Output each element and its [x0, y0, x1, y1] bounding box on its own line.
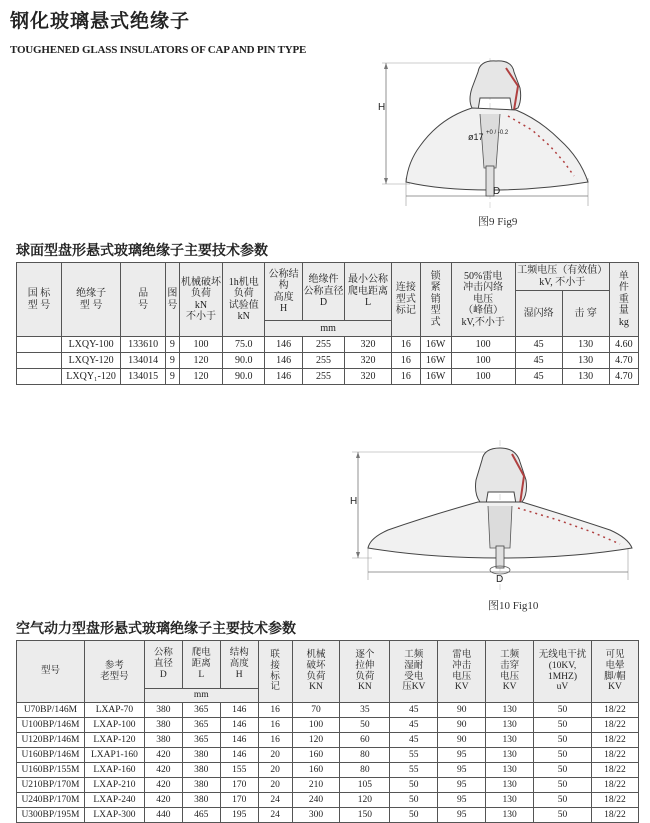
table-cell: 160: [292, 763, 340, 778]
table-cell: 255: [303, 337, 345, 353]
fig9-caption: 图9 Fig9: [478, 216, 518, 228]
table-cell: U240BP/170M: [17, 793, 85, 808]
table-cell: 90: [438, 733, 486, 748]
table-cell: 50: [390, 778, 438, 793]
table-cell: [17, 353, 62, 369]
table-cell: 146: [220, 733, 258, 748]
table-cell: 120: [179, 369, 223, 385]
table-cell: 24: [258, 808, 292, 823]
table-row: [17, 748, 639, 763]
fig10-label-d: D: [496, 574, 504, 585]
table-cell: 465: [182, 808, 220, 823]
t2-head-radio: 无线电干扰 (10KV, 1MHZ) uV: [534, 641, 592, 703]
table-cell: 255: [303, 369, 345, 385]
table-cell: 300: [292, 808, 340, 823]
table-cell: 95: [438, 808, 486, 823]
table-cell: 150: [340, 808, 390, 823]
t1-head-power-freq: 工频电压（有效值） kV, 不小于: [515, 263, 609, 291]
table-row: [17, 733, 639, 748]
table-cell: 380: [182, 793, 220, 808]
table-cell: 146: [220, 748, 258, 763]
table-cell: 380: [144, 733, 182, 748]
table-cell: 20: [258, 748, 292, 763]
table2-title: 空气动力型盘形悬式玻璃绝缘子主要技术参数: [16, 621, 296, 637]
table-cell: 120: [179, 353, 223, 369]
table-cell: LXQY₁-120: [61, 369, 120, 385]
t1-head-insulator-type: 绝缘子 型 号: [61, 263, 120, 337]
t1-head-impulse: 50%雷电 冲击闪络 电压 （峰值） kV,不小于: [451, 263, 515, 337]
table-cell: 365: [182, 733, 220, 748]
table-cell: 70: [292, 703, 340, 718]
table-cell: 380: [144, 718, 182, 733]
table-row: [17, 703, 639, 718]
table-cell: 18/22: [591, 793, 638, 808]
t1-head-puncture: 击 穿: [562, 291, 609, 337]
table2: [16, 640, 639, 823]
table-cell: U100BP/146M: [17, 718, 85, 733]
table-cell: 90.0: [223, 369, 265, 385]
t1-head-product-no: 品 号: [121, 263, 166, 337]
table1: [16, 262, 639, 385]
t2-head-unit-mm: mm: [144, 689, 258, 703]
t2-head-wet-withstand: 工频 湿耐 受电 压KV: [390, 641, 438, 703]
table-cell: 320: [344, 353, 391, 369]
table-cell: LXQY-100: [61, 337, 120, 353]
t2-head-type: 型号: [17, 641, 85, 703]
table-row: [17, 369, 639, 385]
fig9-label-tol: +0 / -0.2: [486, 130, 509, 136]
table-cell: LXAP-300: [84, 808, 144, 823]
table-cell: 255: [303, 353, 345, 369]
table-cell: 146: [265, 337, 303, 353]
table-cell: LXAP-100: [84, 718, 144, 733]
table-cell: 146: [220, 703, 258, 718]
table-cell: 100: [451, 337, 515, 353]
table-row: [17, 793, 639, 808]
t2-head-diameter: 公称 直径 D: [144, 641, 182, 689]
table-cell: 45: [515, 353, 562, 369]
table-cell: 16: [392, 337, 420, 353]
table-cell: LXAP1-160: [84, 748, 144, 763]
table-cell: 9: [165, 369, 179, 385]
table-cell: 50: [534, 733, 592, 748]
table-cell: U70BP/146M: [17, 703, 85, 718]
table-cell: 4.60: [609, 337, 638, 353]
table-cell: 95: [438, 763, 486, 778]
t2-head-impulse: 雷电 冲击 电压 KV: [438, 641, 486, 703]
table-cell: 420: [144, 778, 182, 793]
table-cell: U300BP/195M: [17, 808, 85, 823]
t1-head-diameter: 绝缘件 公称直径 D: [303, 263, 345, 321]
t1-head-coupling: 连接 型式 标记: [392, 263, 420, 337]
table-cell: 24: [258, 793, 292, 808]
table-cell: 380: [144, 703, 182, 718]
table-cell: 100: [451, 353, 515, 369]
table-cell: 90: [438, 718, 486, 733]
table-cell: 50: [534, 778, 592, 793]
table-cell: 105: [340, 778, 390, 793]
t2-head-creepage: 爬电 距离 L: [182, 641, 220, 689]
table-cell: 90: [438, 703, 486, 718]
table-cell: 45: [515, 337, 562, 353]
table-cell: 16: [392, 369, 420, 385]
t2-head-routine-load: 逐个 拉伸 负荷 KN: [340, 641, 390, 703]
table-cell: 380: [182, 748, 220, 763]
t1-head-height: 公称结构 高度 H: [265, 263, 303, 321]
t1-head-country-type: 国 标 型 号: [17, 263, 62, 337]
t1-head-pin: 锁 紧 销 型 式: [420, 263, 451, 337]
t1-head-fig: 图 号: [165, 263, 179, 337]
t2-head-coupling: 联 接 标 记: [258, 641, 292, 703]
t2-head-mech-load: 机械 破坏 负荷 KN: [292, 641, 340, 703]
table-cell: U160BP/155M: [17, 763, 85, 778]
fig9-label-h: H: [378, 102, 386, 113]
table-cell: 16: [258, 733, 292, 748]
table-cell: [17, 337, 62, 353]
table-cell: 133610: [121, 337, 166, 353]
table-cell: 134015: [121, 369, 166, 385]
table-cell: 50: [534, 748, 592, 763]
table-cell: 4.70: [609, 369, 638, 385]
table-cell: 130: [486, 808, 534, 823]
table-row: [17, 718, 639, 733]
table-cell: 134014: [121, 353, 166, 369]
table-cell: 16W: [420, 353, 451, 369]
table-cell: 420: [144, 793, 182, 808]
table-cell: 130: [486, 718, 534, 733]
fig10-drawing: [348, 440, 638, 590]
table-cell: 18/22: [591, 718, 638, 733]
table-cell: LXAP-240: [84, 793, 144, 808]
table-cell: 155: [220, 763, 258, 778]
table-cell: 20: [258, 763, 292, 778]
table-cell: 18/22: [591, 808, 638, 823]
table-cell: 195: [220, 808, 258, 823]
table-cell: 130: [562, 369, 609, 385]
table-cell: 100: [292, 718, 340, 733]
table-row: [17, 337, 639, 353]
table-cell: 130: [486, 703, 534, 718]
table-cell: 50: [534, 808, 592, 823]
table-cell: 45: [390, 703, 438, 718]
t1-head-mech-load: 机械破坏 负荷 kN 不小于: [179, 263, 223, 337]
table-cell: 55: [390, 748, 438, 763]
table-cell: 16: [258, 703, 292, 718]
table-cell: 130: [486, 748, 534, 763]
table1-title: 球面型盘形悬式玻璃绝缘子主要技术参数: [16, 243, 268, 259]
table-cell: 160: [292, 748, 340, 763]
fig10-caption: 图10 Fig10: [488, 600, 539, 612]
t1-head-wet: 湿闪络: [515, 291, 562, 337]
table-cell: 4.70: [609, 353, 638, 369]
table-cell: LXAP-120: [84, 733, 144, 748]
table-cell: 100: [451, 369, 515, 385]
t2-head-ref-type: 参考 老型号: [84, 641, 144, 703]
t2-head-corona: 可见 电晕 脚/帽 KV: [591, 641, 638, 703]
table-row: [17, 763, 639, 778]
table-cell: 18/22: [591, 748, 638, 763]
table-cell: 50: [534, 793, 592, 808]
table-cell: LXAP-70: [84, 703, 144, 718]
t2-head-height: 结构 高度 H: [220, 641, 258, 689]
table-cell: 16W: [420, 369, 451, 385]
table-cell: U160BP/146M: [17, 748, 85, 763]
table-cell: 9: [165, 337, 179, 353]
table-cell: LXAP-210: [84, 778, 144, 793]
table-cell: 365: [182, 703, 220, 718]
table-cell: 100: [179, 337, 223, 353]
table-row: [17, 353, 639, 369]
table-cell: 146: [265, 369, 303, 385]
table-cell: 130: [562, 353, 609, 369]
table-row: [17, 778, 639, 793]
table-cell: 55: [390, 763, 438, 778]
table-cell: 320: [344, 369, 391, 385]
table-cell: 420: [144, 748, 182, 763]
table-cell: 60: [340, 733, 390, 748]
table-cell: 18/22: [591, 778, 638, 793]
table-cell: 50: [390, 793, 438, 808]
table-cell: U210BP/170M: [17, 778, 85, 793]
table-cell: 320: [344, 337, 391, 353]
table-cell: 9: [165, 353, 179, 369]
table-cell: 420: [144, 763, 182, 778]
table-cell: 240: [292, 793, 340, 808]
table-cell: 130: [486, 763, 534, 778]
t1-head-unit-mm: mm: [265, 321, 392, 337]
fig9-label-dia: ø17: [468, 132, 484, 142]
table-cell: 170: [220, 778, 258, 793]
table-cell: 146: [220, 718, 258, 733]
table-cell: 16: [258, 718, 292, 733]
fig10-label-h: H: [350, 496, 358, 507]
table-cell: 365: [182, 718, 220, 733]
table-cell: 18/22: [591, 733, 638, 748]
table-cell: 170: [220, 793, 258, 808]
t1-head-creepage: 最小公称 爬电距离 L: [344, 263, 391, 321]
table-cell: LXQY-120: [61, 353, 120, 369]
table-cell: 95: [438, 793, 486, 808]
table-cell: 120: [292, 733, 340, 748]
table-cell: 50: [534, 763, 592, 778]
t1-head-elec-load: 1h机电 负荷 试验值 kN: [223, 263, 265, 337]
table-cell: 130: [486, 793, 534, 808]
page-title: 钢化玻璃悬式绝缘子: [10, 10, 191, 32]
table-cell: 380: [182, 778, 220, 793]
table-cell: U120BP/146M: [17, 733, 85, 748]
table-cell: 45: [390, 718, 438, 733]
table-cell: 18/22: [591, 763, 638, 778]
table-cell: 80: [340, 763, 390, 778]
t2-head-puncture: 工频 击穿 电压 KV: [486, 641, 534, 703]
page-subtitle: TOUGHENED GLASS INSULATORS OF CAP AND PIN TYPE: [10, 44, 307, 56]
table-cell: 50: [534, 703, 592, 718]
table-cell: 380: [182, 763, 220, 778]
table-cell: 45: [515, 369, 562, 385]
table-cell: 75.0: [223, 337, 265, 353]
table-cell: 95: [438, 748, 486, 763]
table-cell: 16W: [420, 337, 451, 353]
t1-head-weight: 单 件 重 量 kg: [609, 263, 638, 337]
table-cell: 146: [265, 353, 303, 369]
table-cell: 80: [340, 748, 390, 763]
table-cell: 130: [486, 733, 534, 748]
table-cell: 210: [292, 778, 340, 793]
table-row: [17, 808, 639, 823]
table-cell: LXAP-160: [84, 763, 144, 778]
table-cell: [17, 369, 62, 385]
table-cell: 50: [340, 718, 390, 733]
table-cell: 440: [144, 808, 182, 823]
fig9-label-d: D: [493, 186, 501, 197]
table-cell: 35: [340, 703, 390, 718]
table-cell: 130: [486, 778, 534, 793]
table-cell: 45: [390, 733, 438, 748]
table-cell: 50: [534, 718, 592, 733]
table-cell: 16: [392, 353, 420, 369]
table-cell: 20: [258, 778, 292, 793]
table-cell: 95: [438, 778, 486, 793]
table-cell: 18/22: [591, 703, 638, 718]
table-cell: 130: [562, 337, 609, 353]
table-cell: 90.0: [223, 353, 265, 369]
table-cell: 120: [340, 793, 390, 808]
table-cell: 50: [390, 808, 438, 823]
